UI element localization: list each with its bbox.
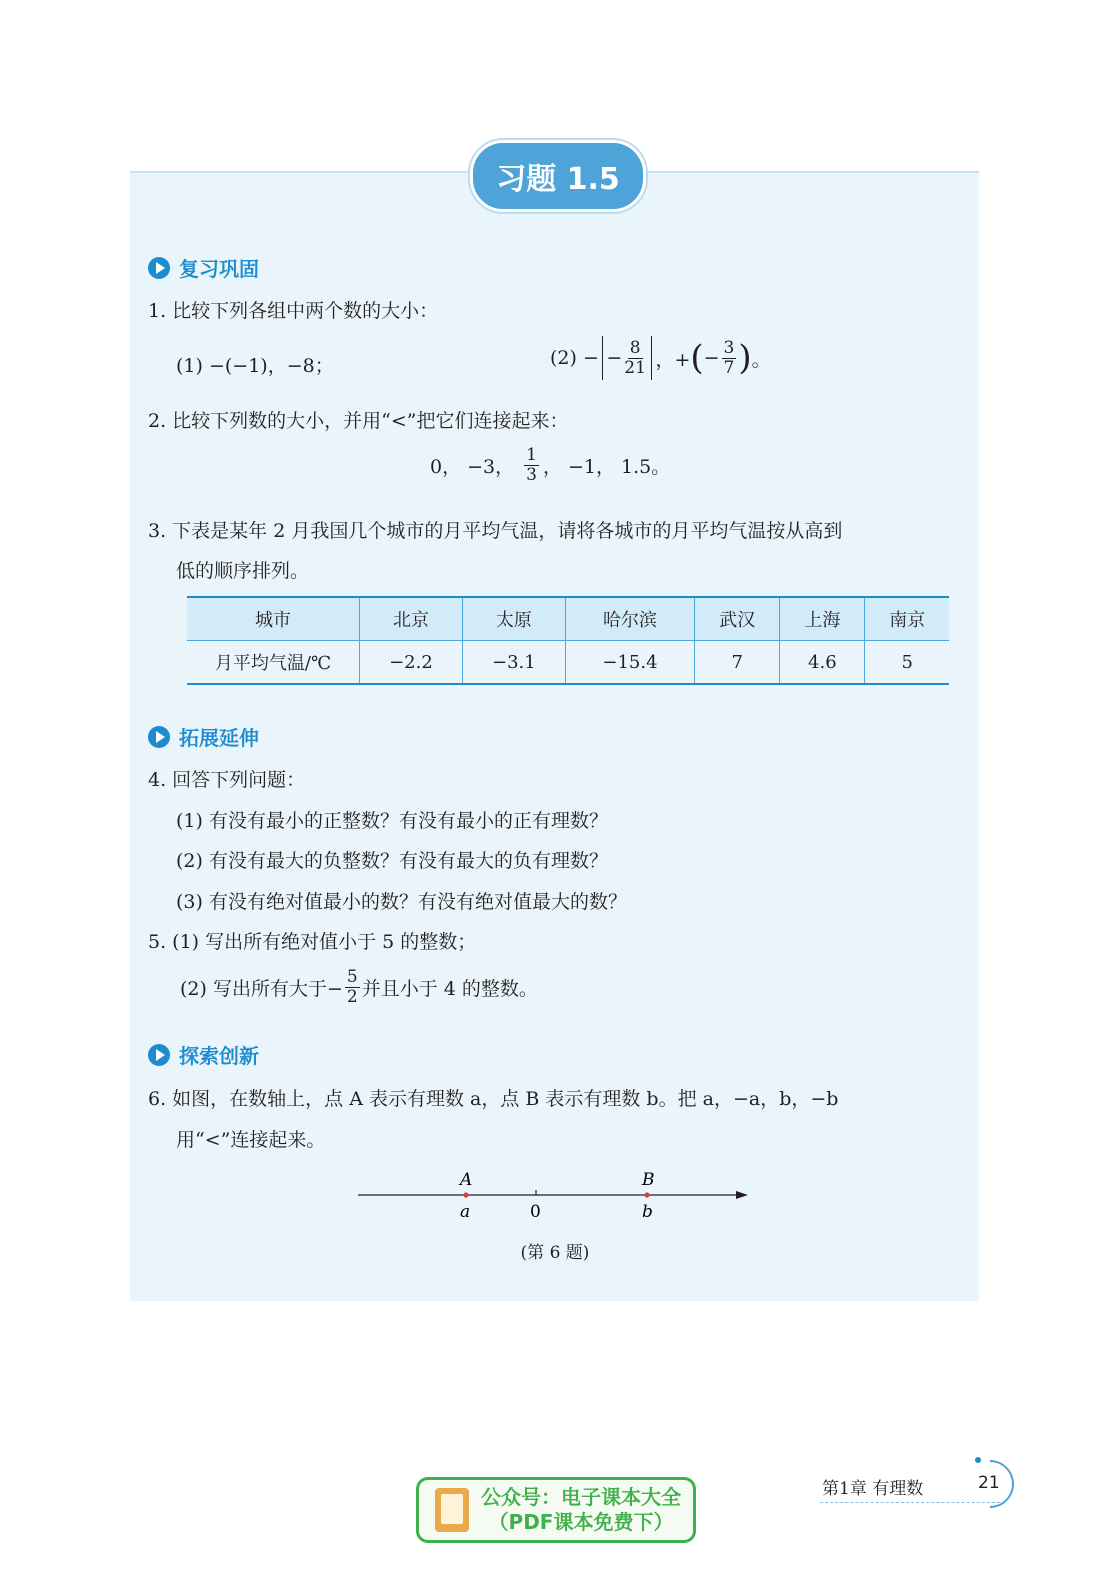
footer-divider xyxy=(820,1502,1000,1503)
q1-part2-inner-sign: − xyxy=(606,347,623,369)
q3-stem-line2: 低的顺序排列。 xyxy=(176,560,310,582)
table-header-cell: 武汉 xyxy=(695,597,780,641)
table-row xyxy=(187,641,949,685)
q2-nums-before: 0， −3， xyxy=(430,455,515,478)
table-header-row xyxy=(187,597,949,641)
play-icon xyxy=(148,1044,170,1066)
table-cell: −3.1 xyxy=(462,641,565,685)
table-header-cell: 上海 xyxy=(780,597,865,641)
table-cell: −2.2 xyxy=(360,641,463,685)
fraction-numerator: 5 xyxy=(346,967,358,987)
table-cell: 5 xyxy=(865,641,949,685)
q1-part1: (1) −(−1)，−8； xyxy=(176,355,334,377)
q6-line2: 用“<”连接起来。 xyxy=(176,1129,326,1151)
table-header-cell: 太原 xyxy=(462,597,565,641)
chapter-label: 第1章 有理数 xyxy=(822,1479,924,1499)
table-cell: 4.6 xyxy=(780,641,865,685)
exercise-title: 习题 1.5 xyxy=(470,140,646,212)
q2-stem: 2. 比较下列数的大小，并用“<”把它们连接起来： xyxy=(148,410,569,432)
point-a-label: A xyxy=(460,1170,473,1190)
point-b-dot xyxy=(644,1192,649,1197)
q4-part3: (3) 有没有绝对值最小的数？有没有绝对值最大的数？ xyxy=(176,891,627,913)
figure-caption: (第 6 题) xyxy=(520,1243,590,1263)
fraction-denominator: 7 xyxy=(723,357,735,378)
fraction-numerator: 8 xyxy=(629,337,641,358)
table-header-cell: 哈尔滨 xyxy=(565,597,694,641)
zero-label: 0 xyxy=(530,1202,541,1222)
play-icon xyxy=(148,257,170,279)
q5-part2-suffix: 并且小于 4 的整数。 xyxy=(361,977,538,1000)
table-header-cell: 北京 xyxy=(360,597,463,641)
paren-left: ( xyxy=(690,338,704,378)
q5-part2-prefix: (2) 写出所有大于− xyxy=(180,977,343,1000)
table-cell: 月平均气温/℃ xyxy=(187,641,360,685)
section-explore-label: 探索创新 xyxy=(179,1044,259,1068)
watermark-line2: （PDF课本免费下） xyxy=(488,1510,674,1534)
q2-nums-after: ， −1， 1.5。 xyxy=(542,455,671,478)
section-review xyxy=(148,253,259,282)
q1-fraction-1 xyxy=(624,339,646,377)
abs-bar-left xyxy=(602,336,604,380)
fraction-numerator: 3 xyxy=(723,337,735,358)
value-a-label: a xyxy=(460,1202,471,1222)
watermark xyxy=(416,1477,696,1543)
q2-fraction xyxy=(524,446,539,484)
section-explore xyxy=(148,1040,259,1069)
fraction-numerator: 1 xyxy=(526,445,537,465)
fraction-denominator: 3 xyxy=(526,464,537,485)
q3-stem-line1: 3. 下表是某年 2 月我国几个城市的月平均气温，请将各城市的月平均气温按从高到 xyxy=(148,520,843,542)
table-header-cell: 南京 xyxy=(865,597,949,641)
table-header-cell: 城市 xyxy=(187,597,360,641)
abs-bar-right xyxy=(651,336,653,380)
point-b-label: B xyxy=(642,1170,655,1190)
q2-numbers xyxy=(430,446,670,484)
paren-right: ) xyxy=(738,338,752,378)
watermark-line1: 公众号：电子课本大全 xyxy=(481,1485,681,1509)
section-extend-label: 拓展延伸 xyxy=(179,726,259,750)
q5-part1: 5. (1) 写出所有绝对值小于 5 的整数； xyxy=(148,931,477,953)
table-cell: 7 xyxy=(695,641,780,685)
q4-part1: (1) 有没有最小的正整数？有没有最小的正有理数？ xyxy=(176,810,608,832)
page-number: 21 xyxy=(978,1473,1000,1493)
q1-part2 xyxy=(550,336,771,380)
q1-part2-inner2-sign: − xyxy=(703,347,720,369)
point-a-dot xyxy=(463,1192,468,1197)
q4-part2: (2) 有没有最大的负整数？有没有最大的负有理数？ xyxy=(176,850,608,872)
section-review-label: 复习巩固 xyxy=(179,257,259,281)
q1-part2-end: 。 xyxy=(751,348,771,371)
watermark-text xyxy=(469,1485,693,1535)
play-icon xyxy=(148,726,170,748)
q1-part2-mid: ，+ xyxy=(655,348,691,371)
q1-fraction-2 xyxy=(722,339,737,377)
value-b-label: b xyxy=(642,1202,653,1222)
book-icon xyxy=(435,1488,469,1532)
q4-stem: 4. 回答下列问题： xyxy=(148,769,306,791)
q1-part2-prefix: (2) − xyxy=(550,347,599,369)
q1-stem: 1. 比较下列各组中两个数的大小： xyxy=(148,300,439,322)
section-extend xyxy=(148,722,259,751)
temperature-table xyxy=(187,596,949,685)
number-line-arrow xyxy=(736,1191,748,1199)
table-cell: −15.4 xyxy=(565,641,694,685)
q5-fraction xyxy=(345,968,360,1006)
fraction-denominator: 21 xyxy=(624,357,646,378)
q5-part2 xyxy=(180,968,538,1006)
q6-line1: 6. 如图，在数轴上，点 A 表示有理数 a，点 B 表示有理数 b。把 a，−a，b，−b xyxy=(148,1088,839,1110)
number-line-figure xyxy=(350,1165,760,1225)
fraction-denominator: 2 xyxy=(346,986,358,1007)
